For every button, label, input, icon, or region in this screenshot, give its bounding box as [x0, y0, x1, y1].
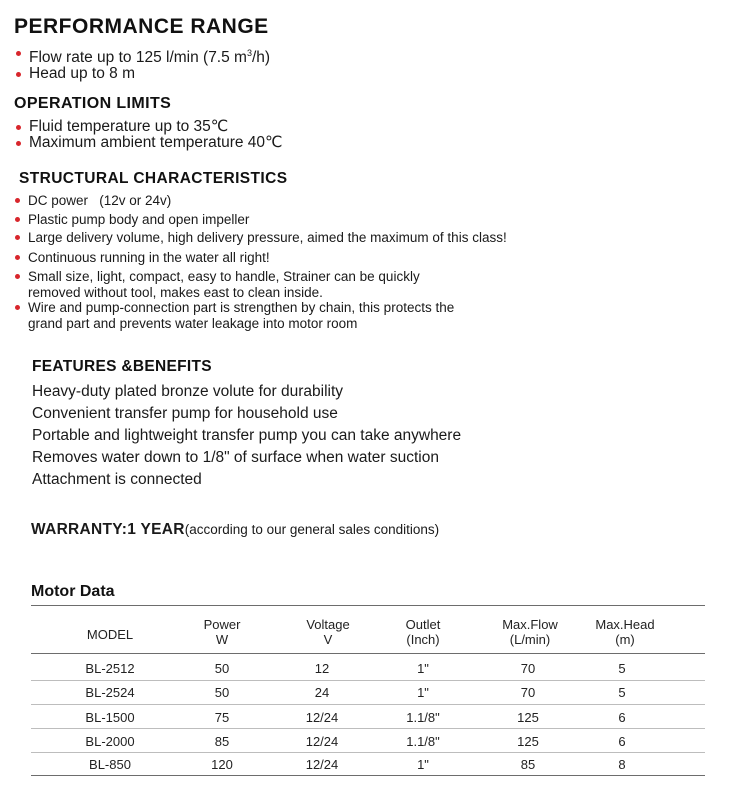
header-model: MODEL: [86, 627, 134, 642]
structural-list: [13, 193, 507, 331]
cell-max-head: 8: [618, 757, 626, 772]
list-item: Continuous running in the water all right!: [13, 250, 507, 266]
features-list: [32, 381, 461, 491]
bullet-dot-icon: [16, 125, 21, 130]
header-max-head: Max.Head (m): [595, 617, 655, 647]
header-max-flow: Max.Flow (L/min): [502, 617, 558, 647]
cell-max-flow: 125: [517, 734, 539, 749]
cell-voltage: 24: [314, 685, 330, 700]
bullet-dot-icon: [16, 51, 21, 56]
cell-power: 50: [214, 661, 230, 676]
list-item: Head up to 8 m: [14, 66, 270, 82]
cell-outlet: 1": [417, 757, 429, 772]
cell-outlet: 1.1/8": [406, 710, 440, 725]
bullet-dot-icon: [16, 72, 21, 77]
cell-model: BL-1500: [85, 710, 135, 725]
table-header-rule: [31, 653, 705, 654]
cell-voltage: 12/24: [305, 734, 339, 749]
cell-max-flow: 85: [520, 757, 536, 772]
list-item: Wire and pump-connection part is strengthen by chain, this protects the grand part and prevents water leakage into motor room: [13, 300, 507, 331]
list-item: Large delivery volume, high delivery pressure, aimed the maximum of this class!: [13, 230, 507, 246]
cell-max-head: 6: [618, 710, 626, 725]
cell-outlet: 1": [417, 685, 429, 700]
list-item: Small size, light, compact, easy to handle, Strainer can be quickly removed without tool, makes east to clean inside.: [13, 269, 507, 300]
cell-model: BL-2524: [85, 685, 135, 700]
cell-max-head: 6: [618, 734, 626, 749]
features-benefits-heading: FEATURES &BENEFITS: [32, 358, 212, 375]
table-row-rule: [31, 680, 705, 681]
warranty-line: [31, 521, 439, 539]
list-item: Flow rate up to 125 l/min (7.5 $m^3/h$): [14, 45, 270, 66]
cell-voltage: 12/24: [305, 757, 339, 772]
bullet-dot-icon: [15, 255, 20, 260]
operation-limits-heading: OPERATION LIMITS: [14, 95, 172, 112]
structural-characteristics-heading: STRUCTURAL CHARACTERISTICS: [19, 170, 288, 187]
cell-outlet: 1": [417, 661, 429, 676]
bullet-dot-icon: [15, 217, 20, 222]
cell-max-flow: 70: [520, 661, 536, 676]
motor-data-title: Motor Data: [31, 583, 115, 600]
table-row-rule: [31, 704, 705, 705]
table-bottom-rule: [31, 775, 705, 776]
list-item: Convenient transfer pump for household use: [32, 405, 338, 422]
list-item: Portable and lightweight transfer pump you can take anywhere: [32, 427, 462, 444]
bullet-dot-icon: [15, 274, 20, 279]
table-row-rule: [31, 752, 705, 753]
cell-max-head: 5: [618, 685, 626, 700]
operation-list: [14, 119, 282, 151]
header-voltage: Voltage V: [306, 617, 350, 647]
header-outlet: Outlet (Inch): [405, 617, 441, 647]
cell-max-head: 5: [618, 661, 626, 676]
table-row-rule: [31, 728, 705, 729]
list-item: Fluid temperature up to 35℃: [14, 119, 282, 135]
cell-model: BL-2512: [85, 661, 135, 676]
bullet-dot-icon: [15, 198, 20, 203]
cell-model: BL-2000: [85, 734, 135, 749]
list-item: Maximum ambient temperature 40℃: [14, 135, 282, 151]
cell-power: 50: [214, 685, 230, 700]
cell-max-flow: 70: [520, 685, 536, 700]
cell-voltage: 12/24: [305, 710, 339, 725]
bullet-dot-icon: [15, 235, 20, 240]
cell-power: 120: [211, 757, 233, 772]
cell-voltage: 12: [314, 661, 330, 676]
list-item: Attachment is connected: [32, 471, 202, 488]
warranty-label: WARRANTY:1 YEAR: [31, 521, 185, 538]
list-item: DC power (12v or 24v): [13, 193, 507, 209]
cell-outlet: 1.1/8": [406, 734, 440, 749]
table-top-rule: [31, 605, 705, 606]
cell-power: 85: [214, 734, 230, 749]
cell-model: BL-850: [89, 757, 131, 772]
header-power: Power W: [203, 617, 241, 647]
bullet-dot-icon: [15, 305, 20, 310]
bullet-dot-icon: [16, 141, 21, 146]
cell-max-flow: 125: [517, 710, 539, 725]
list-item: Heavy-duty plated bronze volute for durability: [32, 383, 344, 400]
list-item: Removes water down to 1/8" of surface when water suction: [32, 449, 439, 466]
warranty-note: (according to our general sales conditions): [184, 522, 440, 537]
performance-range-heading: PERFORMANCE RANGE: [14, 15, 269, 38]
cell-power: 75: [214, 710, 230, 725]
list-item: Plastic pump body and open impeller: [13, 212, 507, 228]
performance-list: [14, 45, 270, 82]
